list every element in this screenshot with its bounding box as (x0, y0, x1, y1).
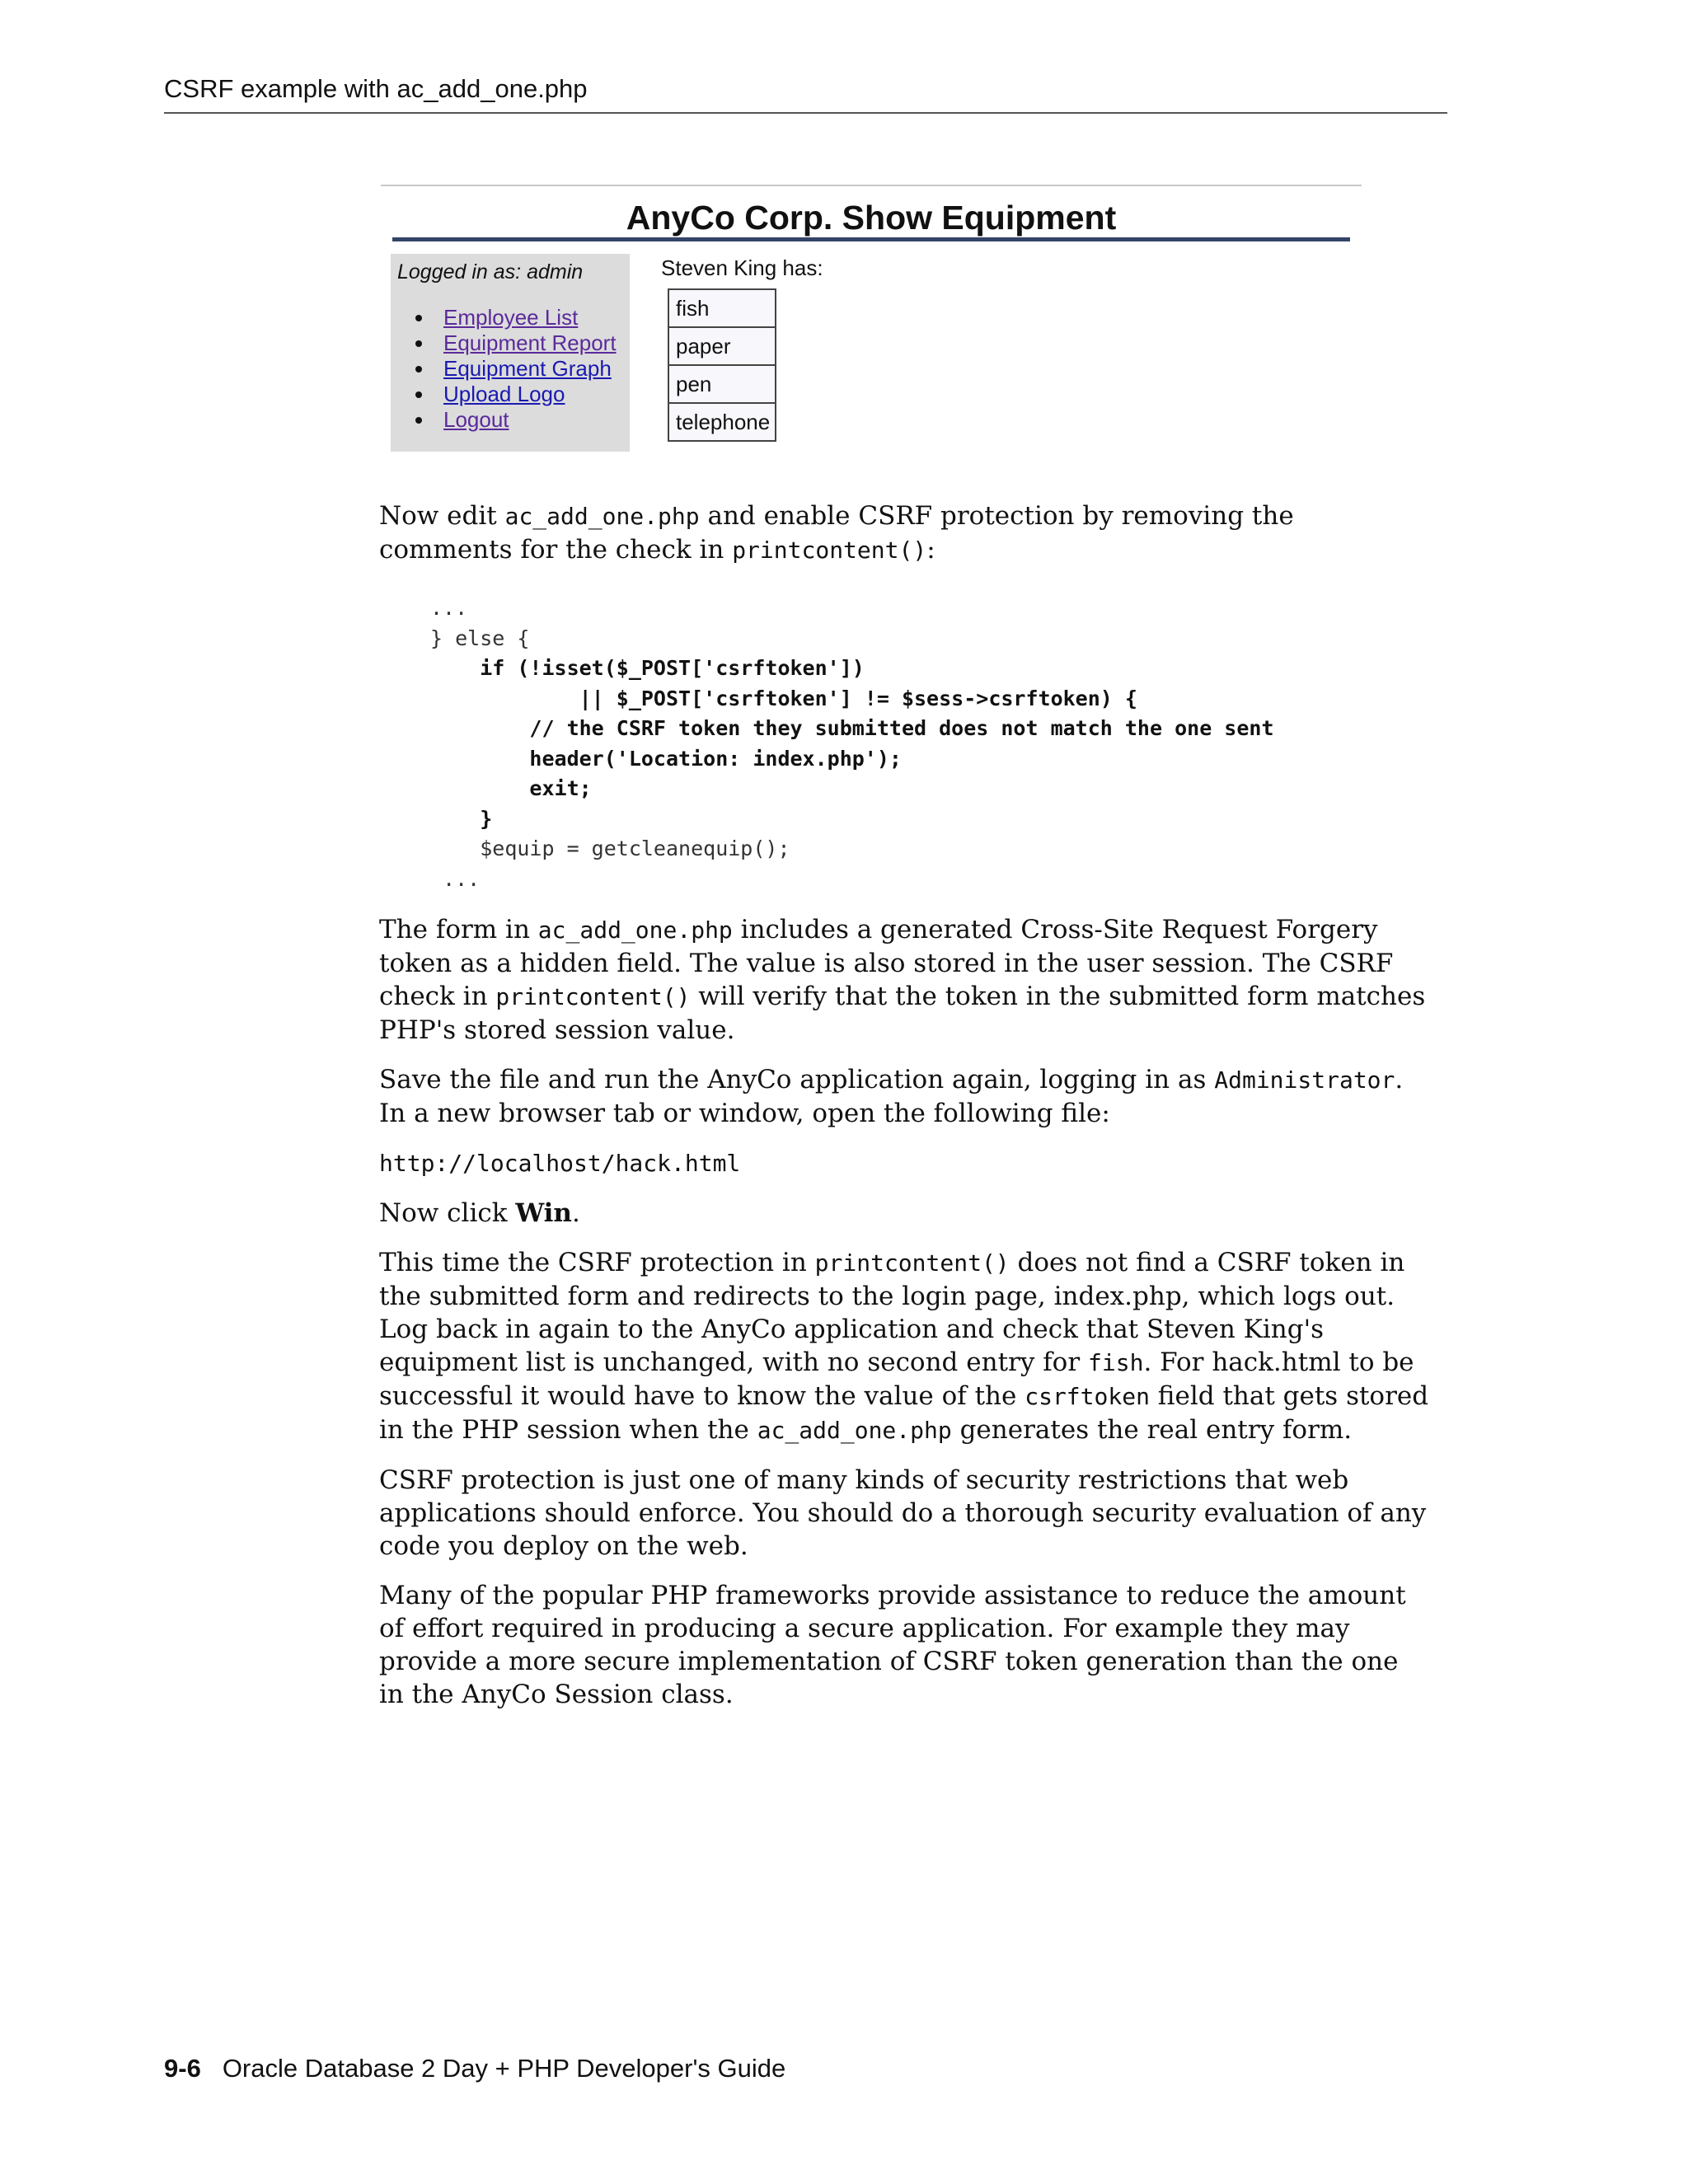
code-line-bold: header('Location: index.php'); (529, 746, 902, 771)
inline-code: printcontent() (732, 537, 927, 564)
menu-item-equipment-report (402, 330, 617, 356)
paragraph-security-note: CSRF protection is just one of many kinds of security restrictions that web applications should enforce. You should do a thorough security evaluation of any code you deploy on the web. (379, 1465, 1427, 1561)
code-line: $equip = getcleanequip(); (480, 837, 790, 860)
figure-menu (402, 305, 617, 433)
paragraph-click-win: Now click Win. (379, 1198, 580, 1228)
table-row (668, 327, 776, 365)
inline-code: ac_add_one.php (504, 503, 700, 530)
code-line-bold: exit; (529, 776, 592, 800)
book-title: Oracle Database 2 Day + PHP Developer's Guide (222, 2054, 786, 2083)
main-text (379, 913, 1430, 1727)
equipment-table (668, 288, 776, 442)
menu-item-logout (402, 407, 617, 433)
code-line-bold: } (480, 806, 493, 831)
upload-logo-link[interactable]: Upload Logo (443, 382, 565, 406)
menu-item-upload-logo (402, 382, 617, 407)
menu-item-employee-list (402, 305, 617, 330)
table-cell: paper (668, 327, 776, 365)
code-line: ... (430, 596, 468, 620)
table-cell: telephone (668, 403, 776, 441)
win-label: Win (515, 1198, 572, 1228)
figure-page-title: AnyCo Corp. Show Equipment (626, 199, 1117, 237)
table-row (668, 403, 776, 441)
figure-sidebar (391, 254, 630, 452)
code-block (430, 593, 1274, 894)
code-line: } else { (430, 626, 530, 650)
url-text: http://localhost/hack.html (379, 1150, 741, 1177)
url-line (379, 1146, 1430, 1180)
table-cell: fish (668, 289, 776, 327)
equipment-report-link[interactable]: Equipment Report (443, 330, 617, 355)
page-footer (164, 2054, 785, 2083)
table-row (668, 289, 776, 327)
login-status: Logged in as: admin (397, 260, 584, 284)
figure-title-rule (392, 237, 1350, 241)
figure-top-rule (381, 185, 1362, 186)
paragraph-protection-result: This time the CSRF protection in printcontent() does not find a CSRF token in the submitted form and redirects to the login page, index.php, which logs out. Log back in again to the AnyCo application and check that Steven King's equipment list is unchanged, with no second entry for fish. For hack.html to be successful it would have to know the value of the csrftoken field that gets stored in the PHP session when the ac_add_one.php generates the real entry form. (379, 1248, 1429, 1445)
table-row (668, 365, 776, 403)
running-header: CSRF example with ac_add_one.php (164, 73, 1447, 114)
paragraph-form-token: The form in ac_add_one.php includes a generated Cross-Site Request Forgery token as a hidden field. The value is also stored in the user session. The CSRF check in printcontent() will verify that the token in the submitted form matches PHP's stored session value. (379, 915, 1426, 1045)
code-line-bold: || $_POST['csrftoken'] != $sess->csrftoken) { (579, 686, 1137, 710)
table-cell: pen (668, 365, 776, 403)
equipment-graph-link[interactable]: Equipment Graph (443, 356, 612, 381)
paragraph-save-file: Save the file and run the AnyCo application again, logging in as Administrator. In a new browser tab or window, open the following file: (379, 1065, 1404, 1128)
code-line-bold: // the CSRF token they submitted does not match the one sent (529, 716, 1274, 740)
logout-link[interactable]: Logout (443, 407, 509, 432)
screenshot-figure (381, 181, 1362, 462)
page-number: 9-6 (164, 2054, 201, 2083)
equipment-heading: Steven King has: (661, 255, 823, 280)
code-line: ... (443, 866, 481, 891)
paragraph-frameworks: Many of the popular PHP frameworks provide assistance to reduce the amount of effort required in producing a secure application. For example they may provide a more secure implementation of CSRF token generation than the one in the AnyCo Session class. (379, 1581, 1406, 1709)
intro-paragraph: Now edit ac_add_one.php and enable CSRF protection by removing the comments for the check in printcontent(): (379, 501, 1294, 565)
menu-item-equipment-graph (402, 356, 617, 382)
code-line-bold: if (!isset($_POST['csrftoken']) (480, 656, 865, 680)
employee-list-link[interactable]: Employee List (443, 305, 579, 330)
